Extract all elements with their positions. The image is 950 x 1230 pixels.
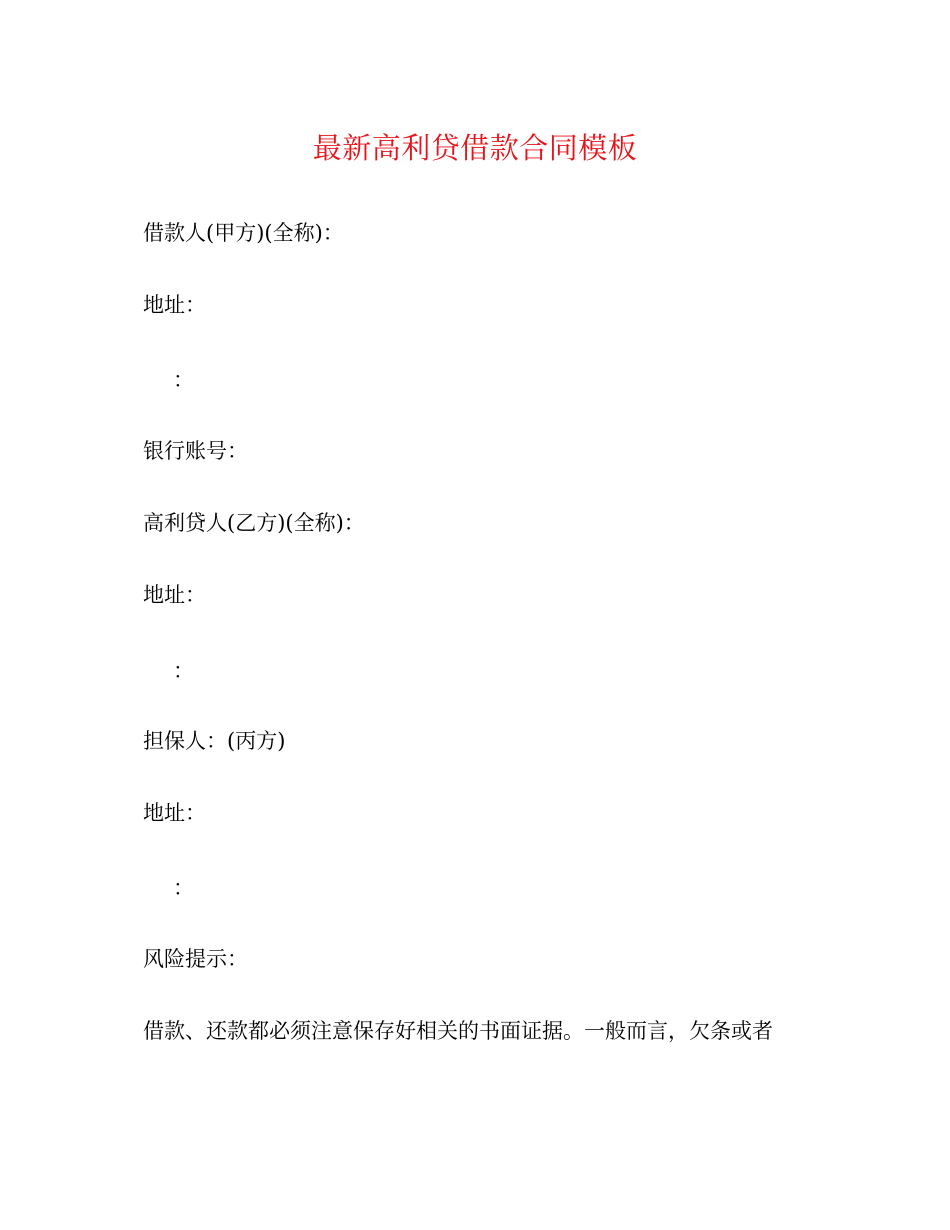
borrower-address-label: 地址：: [143, 293, 206, 317]
lender-address-label: 地址：: [143, 583, 206, 607]
guarantor-colon-field: ：: [173, 876, 194, 900]
guarantor-address-label: 地址：: [143, 801, 206, 825]
borrower-party-a-label: 借款人(甲方)(全称)：: [143, 221, 344, 245]
risk-warning-paragraph: 借款、还款都必须注意保存好相关的书面证据。一般而言，欠条或者: [143, 1019, 773, 1043]
lender-colon-field: ：: [173, 659, 194, 683]
document-title: 最新高利贷借款合同模板: [312, 131, 638, 165]
lender-party-b-label: 高利贷人(乙方)(全称)：: [143, 511, 365, 535]
bank-account-label: 银行账号：: [143, 439, 248, 463]
guarantor-party-c-label: 担保人：(丙方): [143, 729, 286, 753]
risk-warning-heading: 风险提示：: [143, 947, 248, 971]
borrower-colon-field: ：: [173, 368, 194, 392]
